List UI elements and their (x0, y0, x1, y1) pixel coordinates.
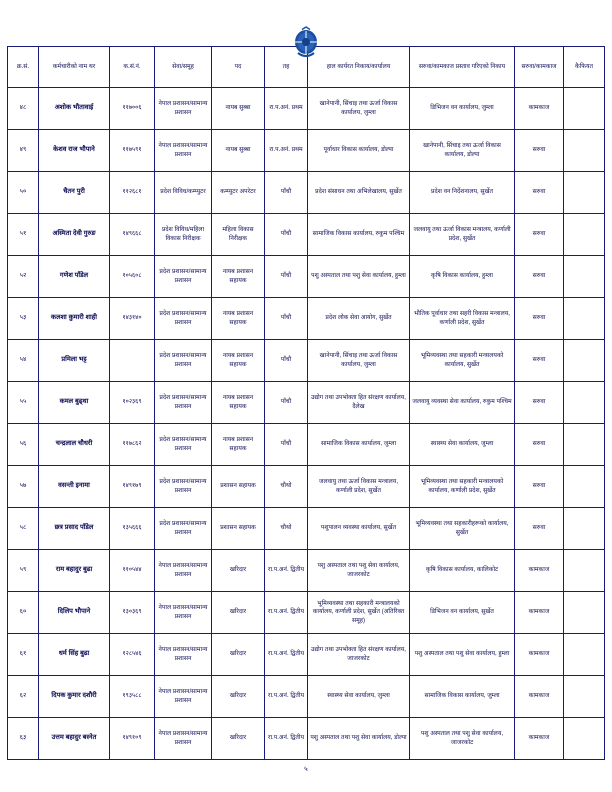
cell-sn: ४८ (8, 88, 39, 130)
cell-remark (564, 676, 605, 718)
cell-name: दिपक कुमार दशौरी (39, 676, 110, 718)
cell-sn: ६१ (8, 634, 39, 676)
cell-level: रा.प.अनं. प्रथम (265, 88, 308, 130)
cell-service: नेपाल प्रशासन/सामान्य प्रशासन (155, 676, 212, 718)
cell-code: १४९१७९ (110, 466, 155, 508)
cell-service: नेपाल प्रशासन/सामान्य प्रशासन (155, 592, 212, 634)
cell-sn: ४९ (8, 130, 39, 172)
cell-post: खरिदार (212, 718, 265, 760)
cell-level: पाँचौ (265, 382, 308, 424)
cell-code: ११७००६ (110, 88, 155, 130)
cell-transfer-type: सरुवा (515, 382, 564, 424)
cell-service: प्रदेश विविध/कम्प्युटर (155, 172, 212, 214)
cell-service: प्रदेश प्रशासन/सामान्य प्रशासन (155, 256, 212, 298)
table-row (8, 508, 605, 550)
table-row (8, 382, 605, 424)
cell-post: नायब प्रशासन सहायक (212, 298, 265, 340)
table-row (8, 172, 605, 214)
table-row (8, 550, 605, 592)
cell-code: ११२६८१ (110, 172, 155, 214)
cell-sn: ५६ (8, 424, 39, 466)
cell-post: प्रशासन सहायक (212, 466, 265, 508)
column-header-current-office: हाल कार्यरत निकाय/कार्यालय (308, 47, 410, 88)
cell-level: पाँचौ (265, 424, 308, 466)
cell-name: कमल बुढ्था (39, 382, 110, 424)
cell-level: रा.प.अनं. प्रथम (265, 130, 308, 172)
cell-transfer-type: कामकाज (515, 676, 564, 718)
cell-proposed-office: कृषि विकास कार्यालय, हुम्ला (410, 256, 515, 298)
cell-name: कलशा कुमारी शाही (39, 298, 110, 340)
table-row (8, 214, 605, 256)
cell-post: खरिदार (212, 676, 265, 718)
cell-sn: ६३ (8, 718, 39, 760)
table-row (8, 340, 605, 382)
cell-name: चन्द्रलाल चौधरी (39, 424, 110, 466)
cell-current-office: पूर्वाधार विकास कार्यालय, डोल्पा (308, 130, 410, 172)
cell-sn: ५५ (8, 382, 39, 424)
column-header-name: कर्मचारीको नाम थर (39, 47, 110, 88)
cell-code (110, 340, 155, 382)
column-header-level: तह (265, 47, 308, 88)
cell-code: ११७८६२ (110, 424, 155, 466)
cell-level: रा.प.अनं. द्वितीय (265, 634, 308, 676)
cell-proposed-office: भूमिव्यवस्था तथा सहकारी मन्त्रालयको कार्यालय, कर्णाली प्रदेश, सुर्खेत (410, 466, 515, 508)
cell-transfer-type: सरुवा (515, 256, 564, 298)
cell-service: नेपाल प्रशासन/सामान्य प्रशासन (155, 550, 212, 592)
cell-level: रा.प.अनं. द्वितीय (265, 592, 308, 634)
cell-proposed-office: स्वास्थ्य सेवा कार्यालय, जुम्ला (410, 424, 515, 466)
cell-service: नेपाल प्रशासन/सामान्य प्रशासन (155, 88, 212, 130)
cell-service: प्रदेश प्रशासन/सामान्य प्रशासन (155, 382, 212, 424)
cell-remark (564, 550, 605, 592)
cell-remark (564, 466, 605, 508)
cell-level: पाँचौ (265, 340, 308, 382)
page-number: ५ (304, 766, 308, 773)
cell-current-office: स्वास्थ्य सेवा कार्यालय, जुम्ला (308, 676, 410, 718)
cell-proposed-office: पशु अस्पताल तथा पशु सेवा कार्यालय, हुम्ला (410, 634, 515, 676)
cell-current-office: जलवायु तथा ऊर्जा विकास मन्त्रालय, कर्णाली प्रदेश, सुर्खेत (308, 466, 410, 508)
cell-service: प्रदेश प्रशासन/सामान्य प्रशासन (155, 340, 212, 382)
cell-code: १०५६०८ (110, 256, 155, 298)
cell-remark (564, 340, 605, 382)
cell-code: १४३१४० (110, 298, 155, 340)
cell-transfer-type: सरुवा (515, 466, 564, 508)
cell-name: छत्र प्रसाद पाँडेल (39, 508, 110, 550)
table-row (8, 718, 605, 760)
cell-level: रा.प.अनं. द्वितीय (265, 676, 308, 718)
cell-code: १३५६६६ (110, 508, 155, 550)
cell-remark (564, 256, 605, 298)
cell-current-office: भूमिव्यवस्था तथा सहकारी मन्त्रालयको कार्यालय, कर्णाली प्रदेश, सुर्खेत (अतिरिक्त समूह) (308, 592, 410, 634)
cell-code: १२८५४६ (110, 634, 155, 676)
cell-proposed-office: जलवायु तथा ऊर्जा विकास मन्त्रालय, कर्णाली प्रदेश, सुर्खेत (410, 214, 515, 256)
cell-remark (564, 424, 605, 466)
cell-sn: ६० (8, 592, 39, 634)
cell-service: नेपाल प्रशासन/सामान्य प्रशासन (155, 130, 212, 172)
cell-remark (564, 88, 605, 130)
table-body (8, 88, 605, 760)
cell-transfer-type: सरुवा (515, 424, 564, 466)
cell-transfer-type: कामकाज (515, 550, 564, 592)
emblem-container (0, 0, 612, 46)
table-row (8, 298, 605, 340)
cell-code: १४९६६८ (110, 214, 155, 256)
cell-sn: ५० (8, 172, 39, 214)
column-header-transfer-type: सरुवा/कामकाज (515, 47, 564, 88)
cell-service: प्रदेश प्रशासन/सामान्य प्रशासन (155, 466, 212, 508)
cell-post: खरिदार (212, 592, 265, 634)
cell-service: प्रदेश विविध/महिला विकास निरीक्षक (155, 214, 212, 256)
cell-service: नेपाल प्रशासन/सामान्य प्रशासन (155, 634, 212, 676)
column-header-remark: कैफियत (564, 47, 605, 88)
column-header-proposed-office: सरुवा/कामकाज प्रस्ताव गरिएको निकाय (410, 47, 515, 88)
cell-code: १०२३६९ (110, 382, 155, 424)
cell-transfer-type: सरुवा (515, 172, 564, 214)
cell-level: रा.प.अनं. द्वितीय (265, 550, 308, 592)
cell-current-office: खानेपानी, सिंचाइ तथा ऊर्जा विकास कार्यालय, जुम्ला (308, 88, 410, 130)
cell-sn: ५१ (8, 214, 39, 256)
cell-remark (564, 592, 605, 634)
cell-post: नायब प्रशासन सहायक (212, 424, 265, 466)
table-row (8, 424, 605, 466)
cell-post: प्रशासन सहायक (212, 508, 265, 550)
cell-name: अस्मिता देवी गुरुङ (39, 214, 110, 256)
cell-proposed-office: कृषि विकास कार्यालय, कालिकोट (410, 550, 515, 592)
cell-current-office: उद्योग तथा उपभोक्ता हित संरक्षण कार्यालय, दैलेख (308, 382, 410, 424)
cell-current-office: पशु अस्पताल तथा पशु सेवा कार्यालय, जाजरकोट (308, 550, 410, 592)
cell-proposed-office: भौतिक पूर्वाधार तथा सहरी विकास मन्त्रालय, कर्णाली प्रदेश, सुर्खेत (410, 298, 515, 340)
cell-name: दिलिप भौपाने (39, 592, 110, 634)
cell-current-office: पशु अस्पताल तथा पशु सेवा कार्यालय, हुम्ला (308, 256, 410, 298)
cell-sn: ६२ (8, 676, 39, 718)
cell-level: चौथो (265, 508, 308, 550)
government-emblem-icon (289, 26, 323, 60)
cell-post: खरिदार (212, 634, 265, 676)
cell-name: राम बहादुर बुढा (39, 550, 110, 592)
cell-level: पाँचौ (265, 298, 308, 340)
cell-name: अशोक भौतावाई (39, 88, 110, 130)
cell-post: नायब सुब्बा (212, 88, 265, 130)
cell-proposed-office: डिभिजन वन कार्यालय, सुर्खेत (410, 592, 515, 634)
cell-name: उत्तम बहादुर बस्नेत (39, 718, 110, 760)
table-row (8, 676, 605, 718)
cell-post: नायब सुब्बा (212, 130, 265, 172)
table-row (8, 88, 605, 130)
cell-remark (564, 508, 605, 550)
cell-service: प्रदेश प्रशासन/सामान्य प्रशासन (155, 298, 212, 340)
column-header-sn: क्र.सं. (8, 47, 39, 88)
cell-transfer-type: कामकाज (515, 592, 564, 634)
column-header-service: सेवा/समूह (155, 47, 212, 88)
cell-level: चौथो (265, 466, 308, 508)
cell-name: प्रमिला भट्ट (39, 340, 110, 382)
cell-remark (564, 214, 605, 256)
column-header-code: क.सं.नं. (110, 47, 155, 88)
cell-sn: ५३ (8, 298, 39, 340)
cell-transfer-type: सरुवा (515, 214, 564, 256)
cell-proposed-office: खानेपानी, सिंचाइ तथा ऊर्जा विकास कार्यालय, डोल्पा (410, 130, 515, 172)
cell-current-office: खानेपानी, सिंचाइ तथा ऊर्जा विकास कार्यालय, जुम्ला (308, 340, 410, 382)
cell-proposed-office: प्रदेश वन निर्देशनालय, सुर्खेत (410, 172, 515, 214)
cell-sn: ५४ (8, 340, 39, 382)
cell-code: १९३५८८ (110, 676, 155, 718)
cell-code: १३०३६९ (110, 592, 155, 634)
cell-level: पाँचौ (265, 214, 308, 256)
cell-proposed-office: भूमिव्यवस्था तथा सहकारीहरूको कार्यालय, सुर्खेत (410, 508, 515, 550)
cell-remark (564, 382, 605, 424)
cell-transfer-type: कामकाज (515, 88, 564, 130)
cell-code: ११०५४४ (110, 550, 155, 592)
cell-proposed-office: सामाजिक विकास कार्यालय, जुम्ला (410, 676, 515, 718)
cell-post: नायब प्रशासन सहायक (212, 340, 265, 382)
column-header-post: पद (212, 47, 265, 88)
cell-proposed-office: पशु अस्पताल तथा पशु सेवा कार्यालय, जाजरकोट (410, 718, 515, 760)
table-row (8, 256, 605, 298)
cell-remark (564, 130, 605, 172)
cell-remark (564, 298, 605, 340)
transfer-list-table (7, 46, 605, 760)
cell-post: खरिदार (212, 550, 265, 592)
cell-post: महिला विकास निरीक्षक (212, 214, 265, 256)
cell-post: नायब प्रशासन सहायक (212, 256, 265, 298)
cell-current-office: प्रदेश लोक सेवा आयोग, सुर्खेत (308, 298, 410, 340)
cell-service: नेपाल प्रशासन/सामान्य प्रशासन (155, 718, 212, 760)
cell-name: वसन्ती इनामा (39, 466, 110, 508)
cell-remark (564, 634, 605, 676)
cell-current-office: प्रदेश संसाधन तथा अभिलेखालय, सुर्खेत (308, 172, 410, 214)
cell-transfer-type: सरुवा (515, 340, 564, 382)
cell-transfer-type: कामकाज (515, 634, 564, 676)
cell-remark (564, 718, 605, 760)
cell-level: रा.प.अनं. द्वितीय (265, 718, 308, 760)
cell-current-office: उद्योग तथा उपभोक्ता हित संरक्षण कार्यालय, जाजरकोट (308, 634, 410, 676)
cell-code: १४९१०९ (110, 718, 155, 760)
cell-service: प्रदेश प्रशासन/सामान्य प्रशासन (155, 424, 212, 466)
cell-level: पाँचौ (265, 256, 308, 298)
cell-transfer-type: कामकाज (515, 718, 564, 760)
cell-level: पाँचौ (265, 172, 308, 214)
table-row (8, 130, 605, 172)
cell-name: धर्म सिंह बुढा (39, 634, 110, 676)
cell-sn: ५७ (8, 466, 39, 508)
cell-remark (564, 172, 605, 214)
cell-current-office: पशुपालन व्यवस्था कार्यालय, सुर्खेत (308, 508, 410, 550)
cell-transfer-type: सरुवा (515, 508, 564, 550)
cell-post: नायब प्रशासन सहायक (212, 382, 265, 424)
table-row (8, 592, 605, 634)
cell-proposed-office: जलवायु व्यवस्था सेवा कार्यालय, रुकुम पश्चिम (410, 382, 515, 424)
cell-proposed-office: डिभिजन वन कार्यालय, जुम्ला (410, 88, 515, 130)
cell-current-office: पशु अस्पताल तथा पशु सेवा कार्यालय, डोल्पा (308, 718, 410, 760)
cell-sn: ५९ (8, 550, 39, 592)
table-row (8, 634, 605, 676)
cell-transfer-type: सरुवा (515, 298, 564, 340)
cell-name: चैतन पुरी (39, 172, 110, 214)
cell-transfer-type: सरुवा (515, 130, 564, 172)
cell-code: ११७५९१ (110, 130, 155, 172)
cell-proposed-office: भूमिव्यवस्था तथा सहकारी मन्त्रालयको कार्यालय, सुर्खेत (410, 340, 515, 382)
table-row (8, 466, 605, 508)
cell-name: केशव राज भौपाने (39, 130, 110, 172)
cell-current-office: सामाजिक विकास कार्यालय, रुकुम पश्चिम (308, 214, 410, 256)
cell-sn: ५८ (8, 508, 39, 550)
cell-current-office: सामाजिक विकास कार्यालय, जुम्ला (308, 424, 410, 466)
cell-sn: ५२ (8, 256, 39, 298)
cell-name: गणेश पाँडेल (39, 256, 110, 298)
cell-service: प्रदेश प्रशासन/सामान्य प्रशासन (155, 508, 212, 550)
cell-post: कम्प्युटर अपरेटर (212, 172, 265, 214)
